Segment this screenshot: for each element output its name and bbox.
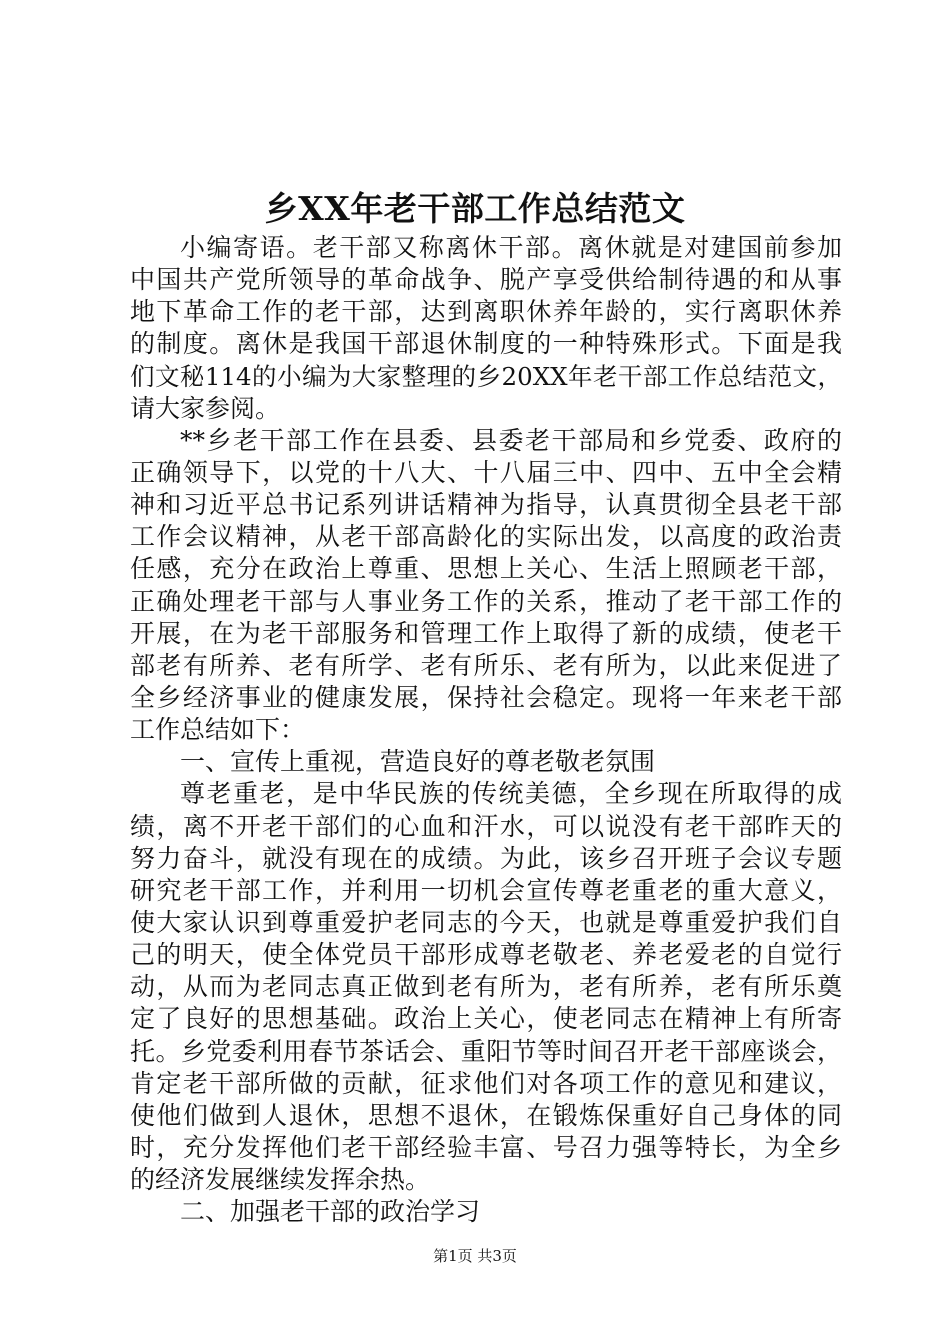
document-title: 乡XX年老干部工作总结范文 <box>264 189 686 228</box>
text-line: 动，从而为老同志真正做到老有所为，老有所养，老有所乐奠 <box>130 972 842 1002</box>
page-footer: 第1页 共3页 <box>433 1247 517 1265</box>
text-line: 的制度。离休是我国干部退休制度的一种特殊形式。下面是我 <box>130 329 842 359</box>
text-line: 己的明天，使全体党员干部形成尊老敬老、养老爱老的自觉行 <box>130 940 842 970</box>
text-line: 小编寄语。老干部又称离休干部。离休就是对建国前参加 <box>180 233 842 262</box>
text-line: 中国共产党所领导的革命战争、脱产享受供给制待遇的和从事 <box>130 265 842 295</box>
text-line: **乡老干部工作在县委、县委老干部局和乡党委、政府的 <box>180 425 842 455</box>
text-line: 时，充分发挥他们老干部经验丰富、号召力强等特长，为全乡 <box>130 1132 842 1162</box>
text-line: 工作会议精神，从老干部高龄化的实际出发，以高度的政治责 <box>130 522 842 552</box>
document-body <box>130 232 842 1228</box>
text-line: 开展，在为老干部服务和管理工作上取得了新的成绩，使老干 <box>130 618 842 648</box>
text-line: 努力奋斗，就没有现在的成绩。为此，该乡召开班子会议专题 <box>130 843 842 873</box>
text-line: 尊老重老，是中华民族的传统美德，全乡现在所取得的成 <box>180 779 842 809</box>
text-line: 神和习近平总书记系列讲话精神为指导，认真贯彻全县老干部 <box>130 490 842 520</box>
text-line: 肯定老干部所做的贡献，征求他们对各项工作的意见和建议， <box>130 1068 842 1098</box>
text-line: 一、宣传上重视，营造良好的尊老敬老氛围 <box>180 747 656 777</box>
text-line: 工作总结如下： <box>130 715 306 745</box>
text-line: 二、加强老干部的政治学习 <box>180 1197 481 1227</box>
text-line: 的经济发展继续发挥余热。 <box>130 1165 431 1195</box>
text-line: 地下革命工作的老干部，达到离职休养年龄的，实行离职休养 <box>130 297 842 327</box>
text-line: 请大家参阅。 <box>130 393 281 423</box>
text-line: 全乡经济事业的健康发展，保持社会稳定。现将一年来老干部 <box>130 682 842 712</box>
text-line: 定了良好的思想基础。政治上关心，使老同志在精神上有所寄 <box>130 1004 842 1034</box>
text-line: 使他们做到人退休，思想不退休，在锻炼保重好自己身体的同 <box>130 1100 842 1130</box>
text-line: 研究老干部工作，并利用一切机会宣传尊老重老的重大意义， <box>130 875 842 905</box>
text-line: 们文秘114的小编为大家整理的乡20XX年老干部工作总结范文， <box>130 361 842 391</box>
text-line: 托。乡党委利用春节茶话会、重阳节等时间召开老干部座谈会， <box>130 1036 842 1066</box>
text-line: 正确处理老干部与人事业务工作的关系，推动了老干部工作的 <box>130 586 842 616</box>
text-line: 绩，离不开老干部们的心血和汗水，可以说没有老干部昨天的 <box>130 811 842 841</box>
text-line: 部老有所养、老有所学、老有所乐、老有所为，以此来促进了 <box>130 650 842 680</box>
text-line: 任感，充分在政治上尊重、思想上关心、生活上照顾老干部， <box>130 554 842 584</box>
text-line: 使大家认识到尊重爱护老同志的今天，也就是尊重爱护我们自 <box>130 907 842 937</box>
text-line: 正确领导下，以党的十八大、十八届三中、四中、五中全会精 <box>130 457 842 487</box>
